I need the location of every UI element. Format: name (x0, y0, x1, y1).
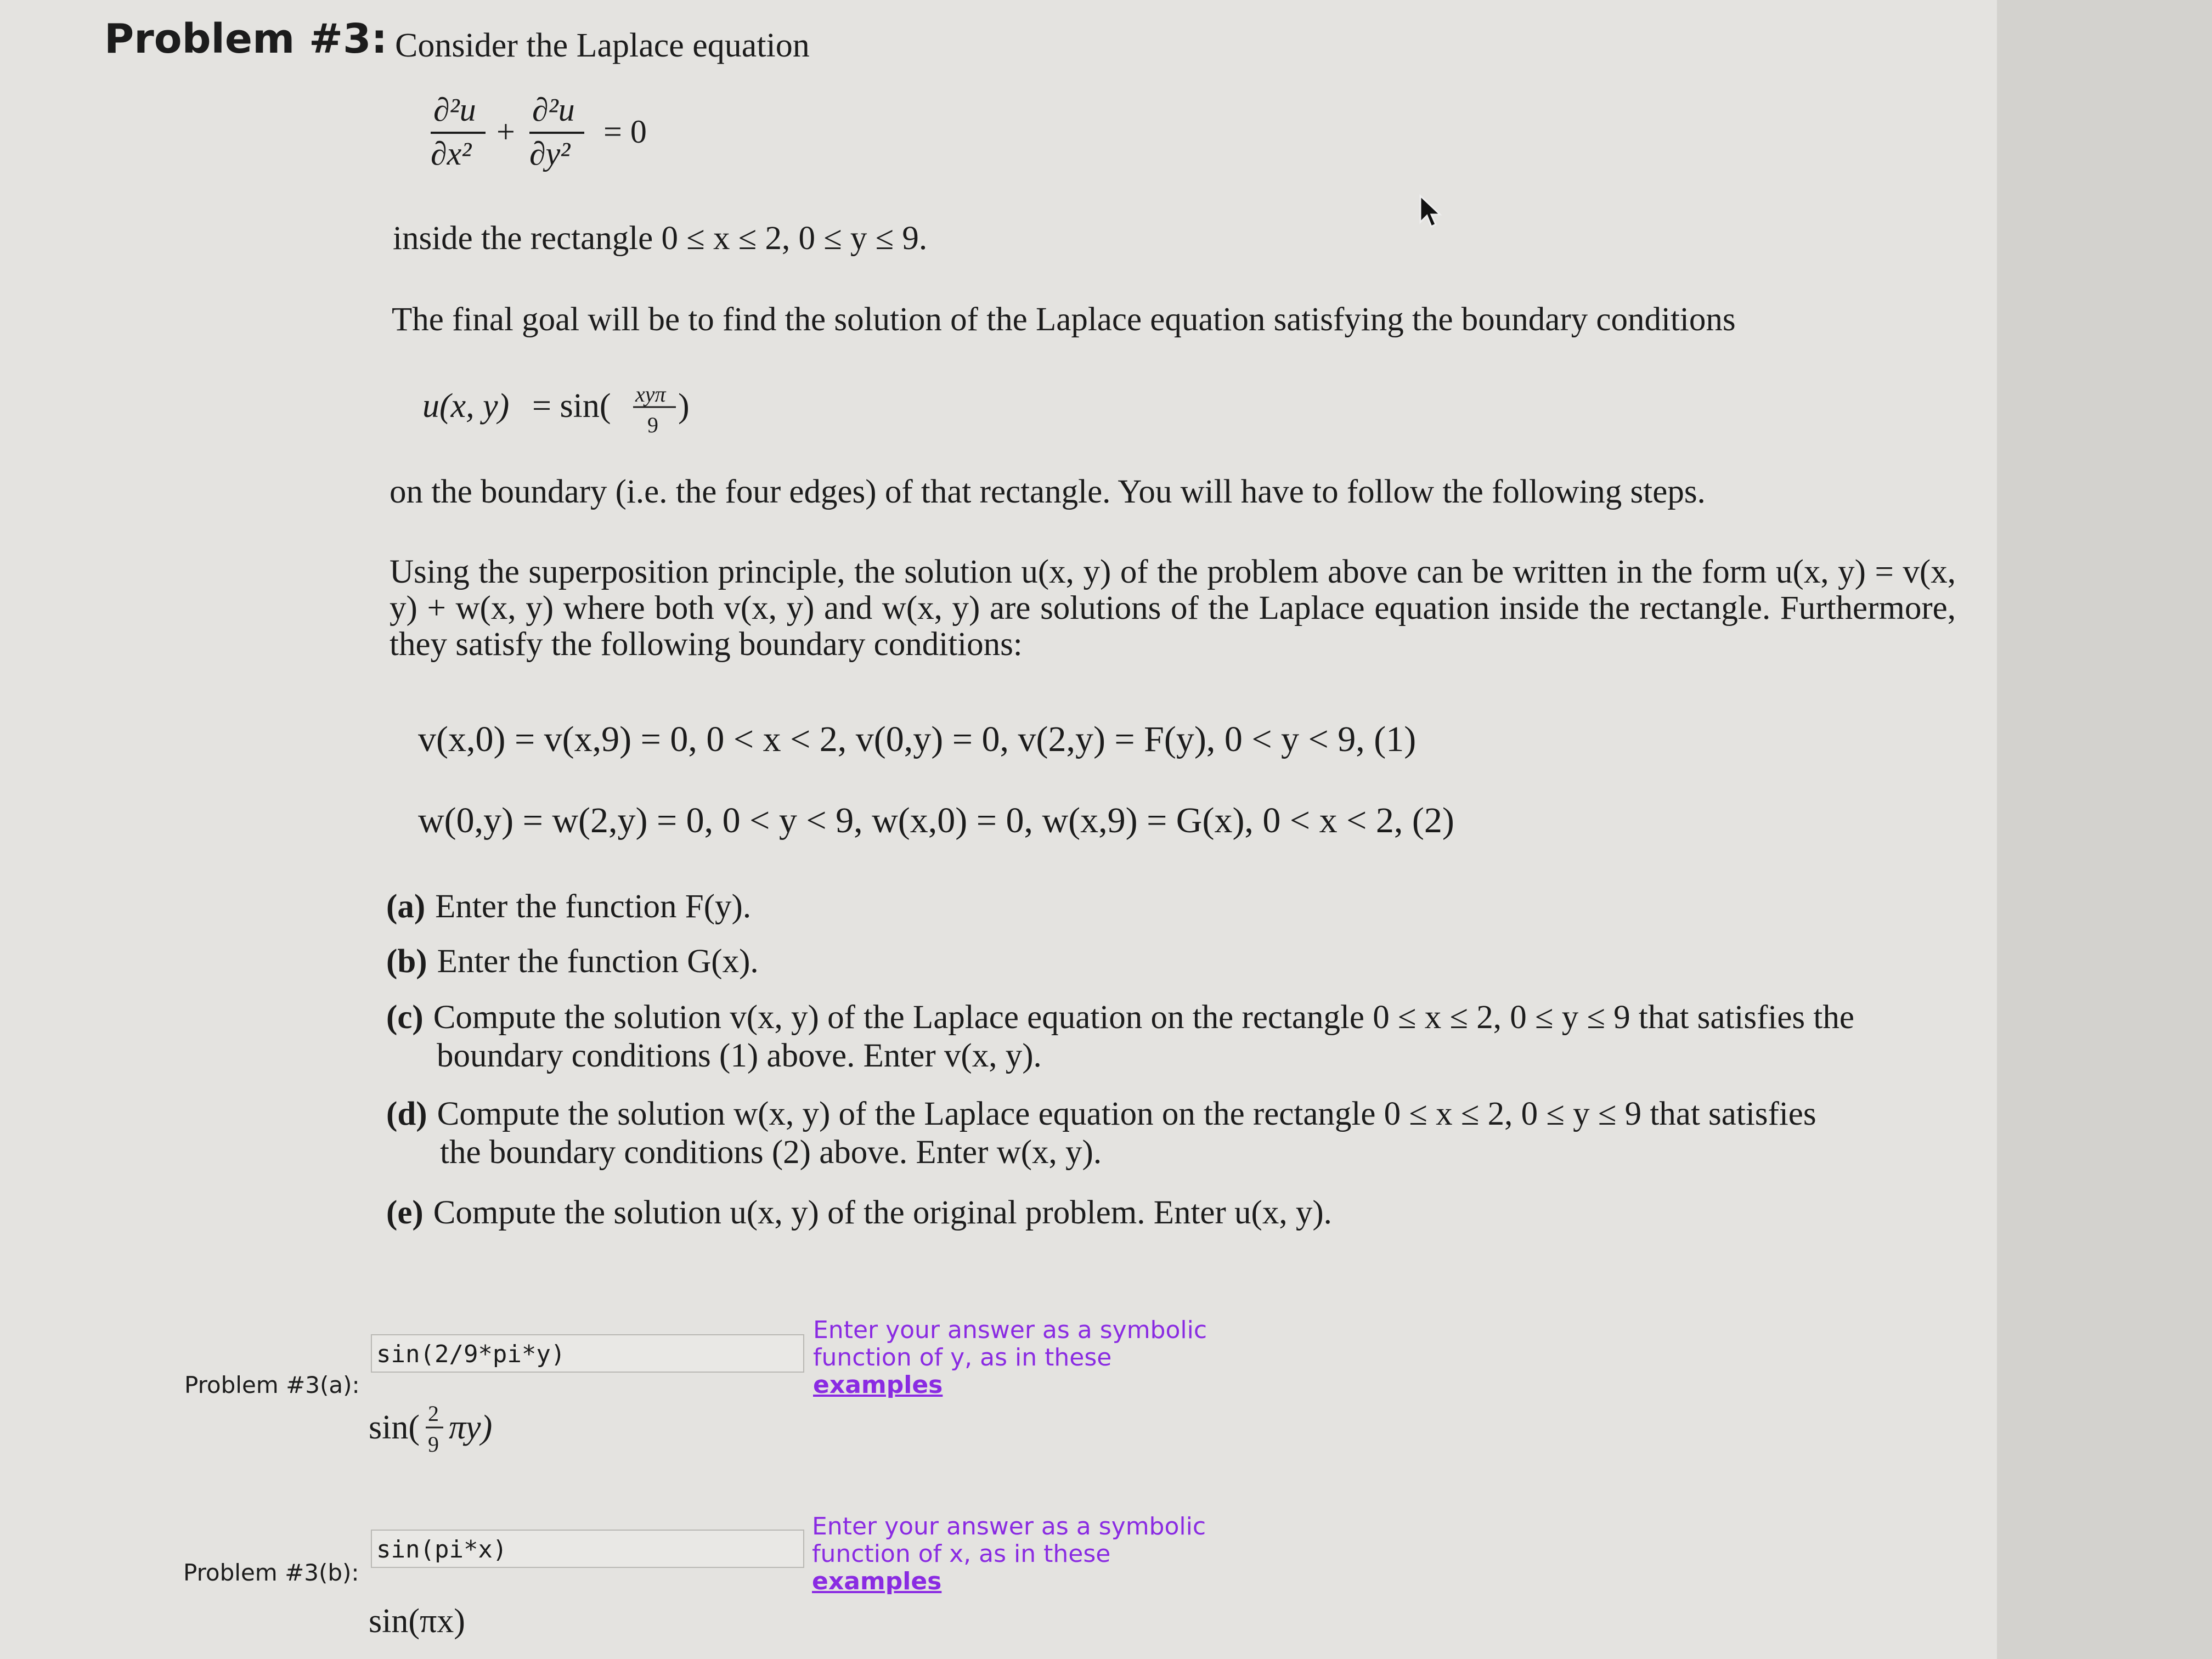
problem-intro: Consider the Laplace equation (395, 27, 810, 64)
part-d-letter: (d) (386, 1096, 427, 1132)
svg-text:= 0: = 0 (603, 114, 647, 150)
answer-a-hint (813, 1317, 1207, 1399)
goal-text: The final goal will be to find the solution of the Laplace equation satisfying the boundary conditions (392, 301, 1736, 338)
part-a-text: Enter the function F(y). (435, 888, 752, 925)
condition-2: w(0,y) = w(2,y) = 0, 0 < y < 9, w(x,0) = 0, w(x,9) = G(x), 0 < x < 2, (2) (418, 800, 1454, 840)
part-d-text-line2: the boundary conditions (2) above. Enter w(x, y). (440, 1134, 1102, 1171)
laplace-equation (428, 88, 680, 181)
answer-a-label: Problem #3(a): (184, 1372, 360, 1398)
answer-b-preview: sin(πx) (369, 1602, 465, 1640)
mouse-cursor-icon (1418, 193, 1442, 232)
boundary-text: on the boundary (i.e. the four edges) of that rectangle. You will have to follow the following steps. (390, 473, 1706, 510)
answer-b-examples-link[interactable]: examples (812, 1567, 942, 1595)
part-c-text: Compute the solution v(x, y) of the Laplace equation on the rectangle 0 ≤ x ≤ 2, 0 ≤ y ≤ 9 that satisfies the (433, 999, 1854, 1036)
svg-text:+: + (496, 114, 515, 150)
part-c-letter: (c) (386, 999, 424, 1036)
svg-text:πy): πy) (449, 1409, 493, 1446)
part-d-text: Compute the solution w(x, y) of the Laplace equation on the rectangle 0 ≤ x ≤ 2, 0 ≤ y ≤ 9 that satisfies (437, 1096, 1816, 1132)
svg-text:sin(: sin( (369, 1409, 420, 1446)
part-a (386, 888, 751, 926)
answer-a-input[interactable]: sin(2/9*pi*y) (371, 1334, 804, 1373)
svg-text:): ) (678, 387, 690, 425)
answer-b-input[interactable]: sin(pi*x) (371, 1530, 804, 1568)
domain-text: inside the rectangle 0 ≤ x ≤ 2, 0 ≤ y ≤ 9. (393, 220, 928, 257)
part-c-text-line2: boundary conditions (1) above. Enter v(x, y). (437, 1037, 1042, 1074)
svg-text:∂y²: ∂y² (529, 136, 571, 172)
part-b (386, 943, 759, 981)
answer-b-hint-line1: Enter your answer as a symbolic (812, 1513, 1206, 1541)
answer-b-hint-line2: function of x, as in these (812, 1540, 1111, 1568)
problem-heading: Problem #3: (104, 15, 388, 63)
boundary-equation (422, 373, 730, 450)
svg-text:∂x²: ∂x² (431, 136, 472, 172)
part-d (386, 1095, 1816, 1172)
svg-text:2: 2 (428, 1401, 439, 1426)
svg-text:= sin(: = sin( (532, 387, 611, 425)
svg-text:9: 9 (647, 413, 658, 437)
svg-text:∂²u: ∂²u (532, 92, 575, 128)
svg-text:u(x, y): u(x, y) (422, 387, 510, 425)
part-b-text: Enter the function G(x). (437, 943, 759, 980)
answer-b-hint (812, 1513, 1206, 1595)
answer-a-hint-line2: function of y, as in these (813, 1344, 1112, 1372)
part-e (386, 1194, 1332, 1232)
answer-a-examples-link[interactable]: examples (813, 1371, 943, 1399)
answer-a-hint-line1: Enter your answer as a symbolic (813, 1316, 1207, 1344)
page-margin (1997, 0, 2212, 1659)
condition-1: v(x,0) = v(x,9) = 0, 0 < x < 2, v(0,y) = 0, v(2,y) = F(y), 0 < y < 9, (1) (418, 719, 1417, 759)
answer-b-label: Problem #3(b): (183, 1559, 359, 1586)
part-e-text: Compute the solution u(x, y) of the original problem. Enter u(x, y). (433, 1194, 1332, 1231)
answer-a-preview (369, 1393, 522, 1465)
superposition-paragraph: Using the superposition principle, the solution u(x, y) of the problem above can be written in the form u(x, y) = v(x, y) + w(x, y) where both v(x, y) and w(x, y) are solutions of the Laplace equation inside the rectangle. Furthermore, they satisfy the following boundary conditions: (390, 554, 1956, 663)
svg-text:xyπ: xyπ (635, 382, 666, 407)
part-e-letter: (e) (386, 1194, 424, 1231)
part-b-letter: (b) (386, 943, 427, 980)
svg-text:∂²u: ∂²u (433, 92, 476, 128)
part-c (386, 998, 1854, 1075)
svg-text:9: 9 (428, 1432, 439, 1457)
part-a-letter: (a) (386, 888, 426, 925)
